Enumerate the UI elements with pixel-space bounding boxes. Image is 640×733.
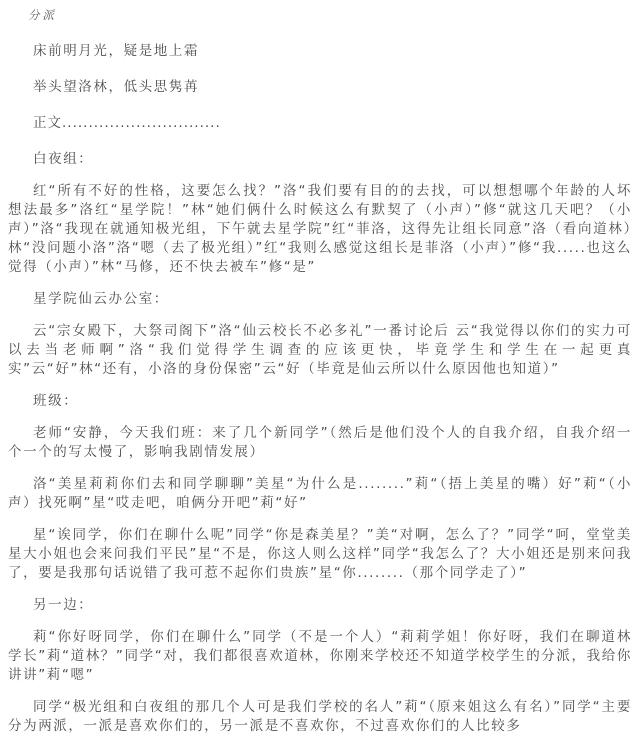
- section-heading-other-side: 另一边：: [33, 597, 94, 613]
- dialogue-paragraph: 星“诶同学，你们在聊什么呢”同学“你是森美星？”美“对啊，怎么了？”同学“呵，堂堂美星大小姐也会来问我们平民”星“不是，你这人则么这样”同学“我怎么了？大小姐还是别来问我了，要是我那句话说错了我可惹不起你们贵族”星“你........（那个同学走了）”: [8, 527, 632, 581]
- section-heading-white-night: 白夜组：: [33, 151, 94, 167]
- doc-title: 分派: [28, 8, 57, 22]
- dialogue-paragraph: 红“所有不好的性格，这要怎么找？”洛“我们要有目的的去找，可以想想哪个年龄的人坏想法最多”洛红“星学院！”林“她们俩什么时候这么有默契了（小声）”修“就这几天吧？（小声）”洛“我现在就通知极光组，下午就去星学院”红“菲洛，这得先让组长同意”洛（看向道林）林“没问题小洛”洛“嗯（去了极光组）”红“我则么感觉这组长是菲洛（小声）”修“我.....也这么觉得（小声）”林“马修，还不快去被车”修“是”: [8, 183, 632, 275]
- dialogue-paragraph: 云“宗女殿下，大祭司阁下”洛“仙云校长不必多礼”一番讨论后 云“我觉得以你们的实力可以去当老师啊”洛“我们觉得学生调查的应该更快，毕竟学生和学生在一起更真实”云“好”林“还有，小洛的身份保密”云“好（毕竟是仙云所以什么原因他也知道）”: [8, 323, 632, 377]
- section-heading-office: 星学院仙云办公室：: [33, 291, 169, 307]
- poem-line-2: 举头望洛林，低头思隽苒: [33, 79, 200, 95]
- poem-line-1: 床前明月光，疑是地上霜: [33, 43, 200, 59]
- section-heading-class: 班级：: [33, 393, 79, 409]
- dialogue-paragraph: 洛“美星莉莉你们去和同学聊聊”美星“为什么是........”莉“（捂上美星的嘴）好”莉“（小声）找死啊”星“哎走吧，咱俩分开吧”莉“好”: [8, 476, 632, 511]
- main-text-divider: 正文..............................: [33, 115, 221, 131]
- dialogue-paragraph: 老师“安静，今天我们班：来了几个新同学”（然后是他们没个人的自我介绍，自我介绍一个一个的写太慢了，影响我剧情发展）: [8, 425, 632, 460]
- dialogue-paragraph: 同学“极光组和白夜组的那几个人可是我们学校的名人”莉“（原来姐这么有名）”同学“主要分为两派，一派是喜欢你们的，另一派是不喜欢你，不过喜欢你们的人比较多: [8, 699, 632, 733]
- dialogue-paragraph: 莉“你好呀同学，你们在聊什么”同学（不是一个人）“莉莉学姐！你好呀，我们在聊道林学长”莉“道林？”同学“对，我们都很喜欢道林，你刚来学校还不知道学校学生的分派，我给你讲讲”莉“嗯”: [8, 629, 632, 683]
